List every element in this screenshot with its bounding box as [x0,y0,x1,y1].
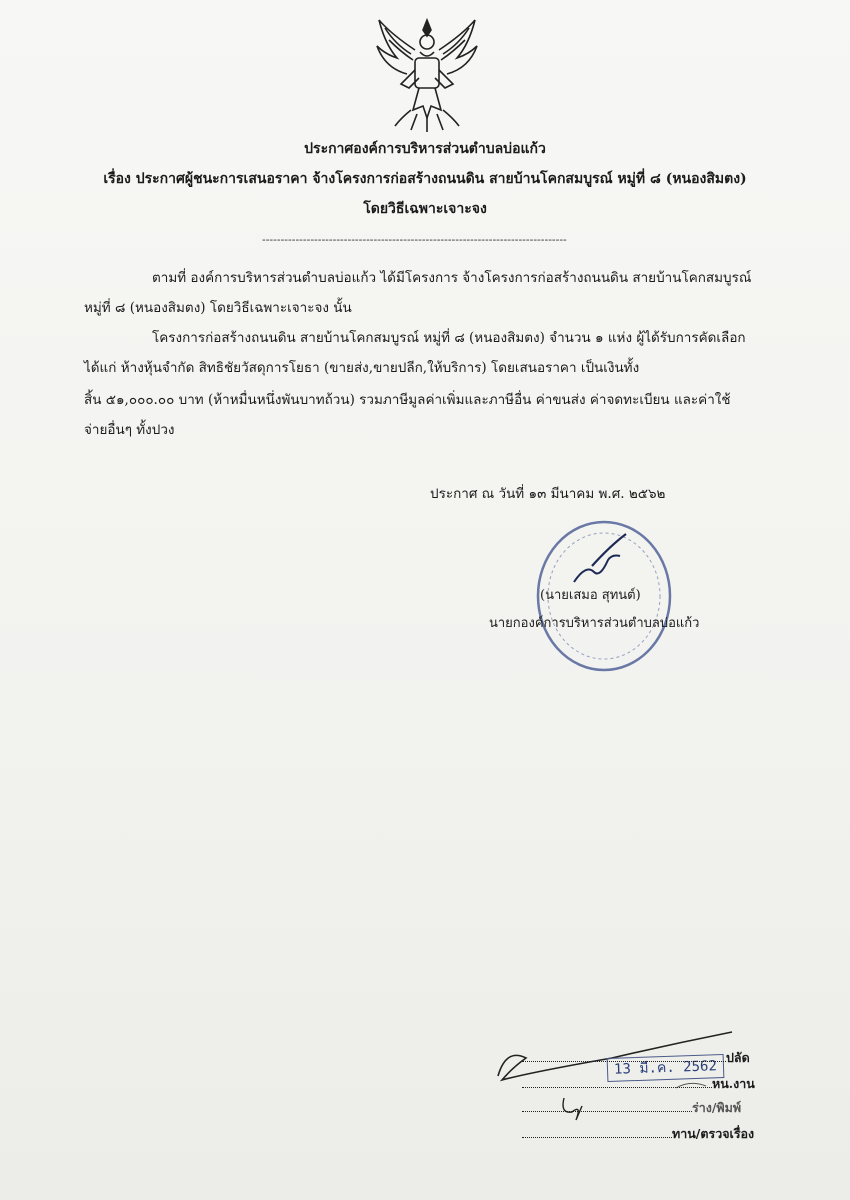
routing-label-section-head: หน.งาน [712,1076,755,1091]
received-date-stamp: 13 มี.ค. 2562 [607,1054,725,1082]
paragraph-1-line-2: หมู่ที่ ๘ (หนองสิมตง) โดยวิธีเฉพาะเจาะจง นั้น [84,300,352,316]
routing-row-reviewer [522,1124,754,1144]
routing-row-drafter [522,1098,741,1118]
garuda-emblem-icon [371,14,483,134]
routing-row-section-head [522,1074,755,1094]
paragraph-2-line-1: โครงการก่อสร้างถนนดิน สายบ้านโคกสมบูรณ์ หมู่ที่ ๘ (หนองสิมตง) จำนวน ๑ แห่ง ผู้ได้รับการคัดเลือก [152,330,746,346]
routing-row-chief-administrator [522,1048,750,1068]
routing-label-drafter: ร่าง/พิมพ์ [692,1100,742,1115]
paragraph-2-line-3: สิ้น ๕๑,๐๐๐.๐๐ บาท (ห้าหมื่นหนึ่งพันบาทถ้วน) รวมภาษีมูลค่าเพิ่มและภาษีอื่น ค่าขนส่ง ค่าจดทะเบียน และค่าใช้ [84,392,731,408]
routing-label-chief-administrator: ปลัด [726,1050,750,1065]
procurement-method: โดยวิธีเฉพาะเจาะจง [363,201,487,217]
routing-approval-block [492,1028,782,1158]
signatory-name: (นายเสมอ สุทนต์) [540,588,641,603]
announcement-issuer-title: ประกาศองค์การบริหารส่วนตำบลบ่อแก้ว [304,141,546,157]
announcement-date: ประกาศ ณ วันที่ ๑๓ มีนาคม พ.ศ. ๒๕๖๒ [430,486,666,502]
signatory-position: นายกองค์การบริหารส่วนตำบลบ่อแก้ว [489,616,700,631]
routing-label-reviewer: ทาน/ตรวจเรื่อง [672,1126,755,1141]
divider-line: ---------------------------------------------------------------------------------- [262,233,567,246]
paragraph-2-line-4: จ่ายอื่นๆ ทั้งปวง [84,422,175,438]
paragraph-1-line-1: ตามที่ องค์การบริหารส่วนตำบลบ่อแก้ว ได้มีโครงการ จ้างโครงการก่อสร้างถนนดิน สายบ้านโคกสมบูรณ์ [152,270,752,286]
paragraph-2-line-2: ได้แก่ ห้างหุ้นจำกัด สิทธิชัยวัสดุการโยธา (ขายส่ง,ขายปลีก,ให้บริการ) โดยเสนอราคา เป็นเงินทั้ง [84,360,640,376]
announcement-subject: เรื่อง ประกาศผู้ชนะการเสนอราคา จ้างโครงการก่อสร้างถนนดิน สายบ้านโคกสมบูรณ์ หมู่ที่ ๘ (หนองสิมตง) [103,171,747,187]
